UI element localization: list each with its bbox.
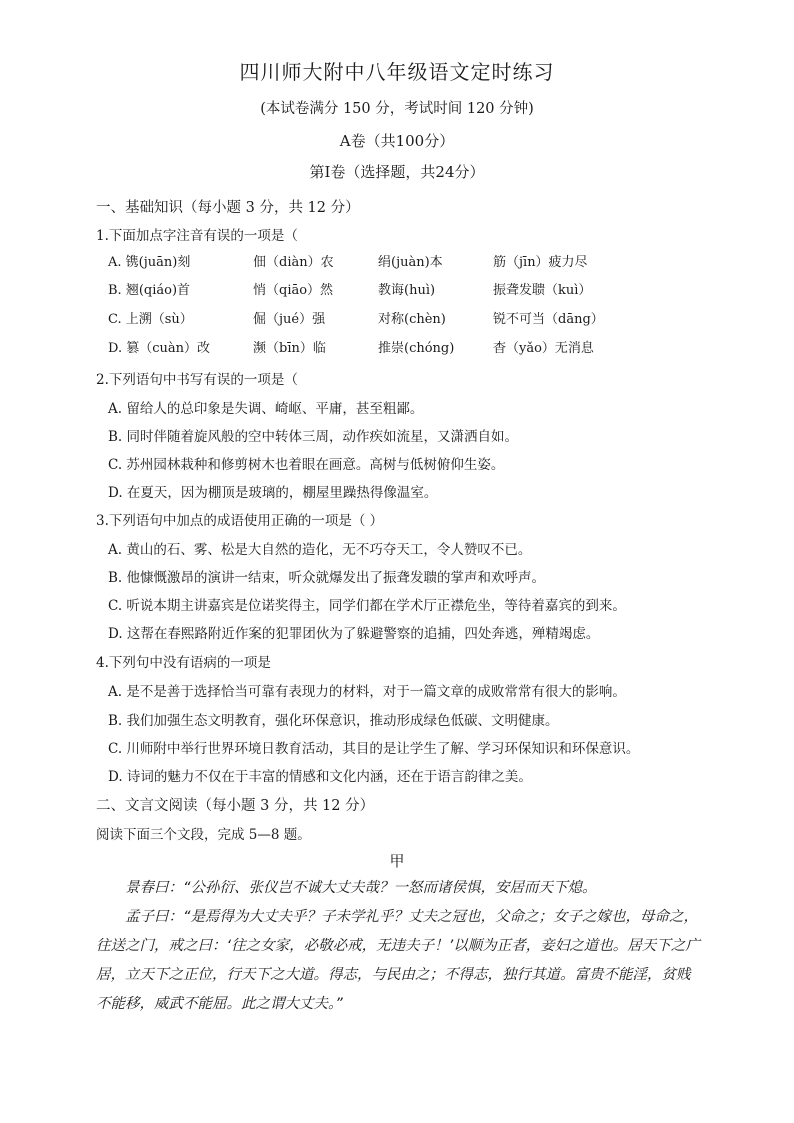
q2-option-d: D. 在夏天，因为棚顶是玻璃的，棚屋里躁热得像温室。	[108, 485, 438, 501]
q1-c-2: 倔（jué）强	[253, 312, 326, 327]
q1-a-3: 绢(juàn)本	[378, 255, 443, 270]
q4-option-d: D. 诗词的魅力不仅在于丰富的情感和文化内涵，还在于语言韵律之美。	[108, 769, 532, 785]
q1-d-1: D. 篡（cuàn）改	[108, 341, 211, 356]
q1-c-4: 锐不可当（dāng）	[493, 312, 604, 327]
q3-option-d: D. 这帮在春熙路附近作案的犯罪团伙为了躲避警察的追捕，四处奔逃，殚精竭虑。	[108, 626, 600, 642]
section2-intro: 阅读下面三个文段，完成 5—8 题。	[96, 827, 311, 843]
q4-option-b: B. 我们加强生态文明教育，强化环保意识，推动形成绿色低碳、文明健康。	[108, 713, 559, 729]
q4-stem: 4.下列句中没有语病的一项是	[96, 655, 271, 671]
q1-row-c	[108, 308, 628, 328]
q2-stem: 2.下列语句中书写有误的一项是（	[96, 372, 298, 388]
section2-heading: 二、文言文阅读（每小题 3 分，共 12 分）	[96, 798, 375, 814]
q1-b-3: 教诲(huì)	[378, 283, 436, 298]
passage-text	[96, 874, 702, 1019]
q1-row-b	[108, 279, 628, 299]
passage-paragraph-2: 孟子曰：“是焉得为大丈夫乎？子未学礼乎？丈夫之冠也，父命之；女子之嫁也，母命之，往送之门，戒之曰：‘往之女家，必敬必戒，无违夫子！’以顺为正者，妾妇之道也。居天下之广居，立天下之正位，行天下之大道。得志，与民由之；不得志，独行其道。富贵不能淫，贫贱不能移，威武不能屈。此之谓大丈夫。”	[96, 909, 700, 1012]
q1-d-3: 推崇(chóng)	[378, 341, 455, 356]
exam-subtitle: (本试卷满分 150 分，考试时间 120 分钟)	[260, 101, 534, 117]
q1-b-4: 振聋发聩（kuì）	[493, 283, 592, 298]
q1-row-d	[108, 337, 628, 357]
q3-option-c: C. 听说本期主讲嘉宾是位诺奖得主，同学们都在学术厅正襟危坐，等待着嘉宾的到来。	[108, 598, 626, 614]
q1-b-1: B. 翘(qiáo)首	[108, 283, 191, 298]
q1-b-2: 悄（qiāo）然	[253, 283, 334, 298]
passage-label: 甲	[389, 852, 405, 870]
exam-title: 四川师大附中八年级语文定时练习	[239, 60, 555, 84]
part-heading: 第I卷（选择题，共24分）	[309, 163, 485, 181]
q2-option-b: B. 同时伴随着旋风般的空中转体三周，动作疾如流星，又潇洒自如。	[108, 429, 519, 445]
q4-option-a: A. 是不是善于选择恰当可靠有表现力的材料，对于一篇文章的成败常常有很大的影响。	[108, 684, 626, 700]
passage-paragraph-1: 景春曰：“公孙衍、张仪岂不诚大丈夫哉？一怒而诸侯惧，安居而天下熄。	[125, 880, 597, 896]
section1-heading: 一、基础知识（每小题 3 分，共 12 分）	[96, 200, 360, 216]
q1-c-1: C. 上溯（sù）	[108, 312, 193, 327]
q1-a-2: 佃（diàn）农	[253, 255, 334, 270]
q3-option-b: B. 他慷慨激昂的演讲一结束，听众就爆发出了振聋发聩的掌声和欢呼声。	[108, 570, 546, 586]
q1-d-2: 濒（bīn）临	[253, 341, 326, 356]
q1-row-a	[108, 251, 628, 271]
q2-option-c: C. 苏州园林栽种和修剪树木也着眼在画意。高树与低树俯仰生姿。	[108, 457, 505, 473]
q1-c-3: 对称(chèn)	[378, 312, 446, 327]
q2-option-a: A. 留给人的总印象是失调、崎岖、平庸，甚至粗鄙。	[108, 401, 424, 417]
q1-a-1: A. 镌(juān)刻	[108, 255, 191, 270]
q1-a-4: 筋（jīn）疲力尽	[493, 255, 588, 270]
q1-stem: 1.下面加点字注音有误的一项是（	[96, 228, 298, 244]
q3-option-a: A. 黄山的石、雾、松是大自然的造化，无不巧夺天工，令人赞叹不已。	[108, 542, 532, 558]
q4-option-c: C. 川师附中举行世界环境日教育活动，其目的是让学生了解、学习环保知识和环保意识。	[108, 741, 640, 757]
q1-d-4: 杳（yǎo）无消息	[493, 341, 594, 356]
q3-stem: 3.下列语句中加点的成语使用正确的一项是（ ）	[96, 513, 384, 529]
volume-heading: A卷（共100分）	[339, 132, 455, 150]
